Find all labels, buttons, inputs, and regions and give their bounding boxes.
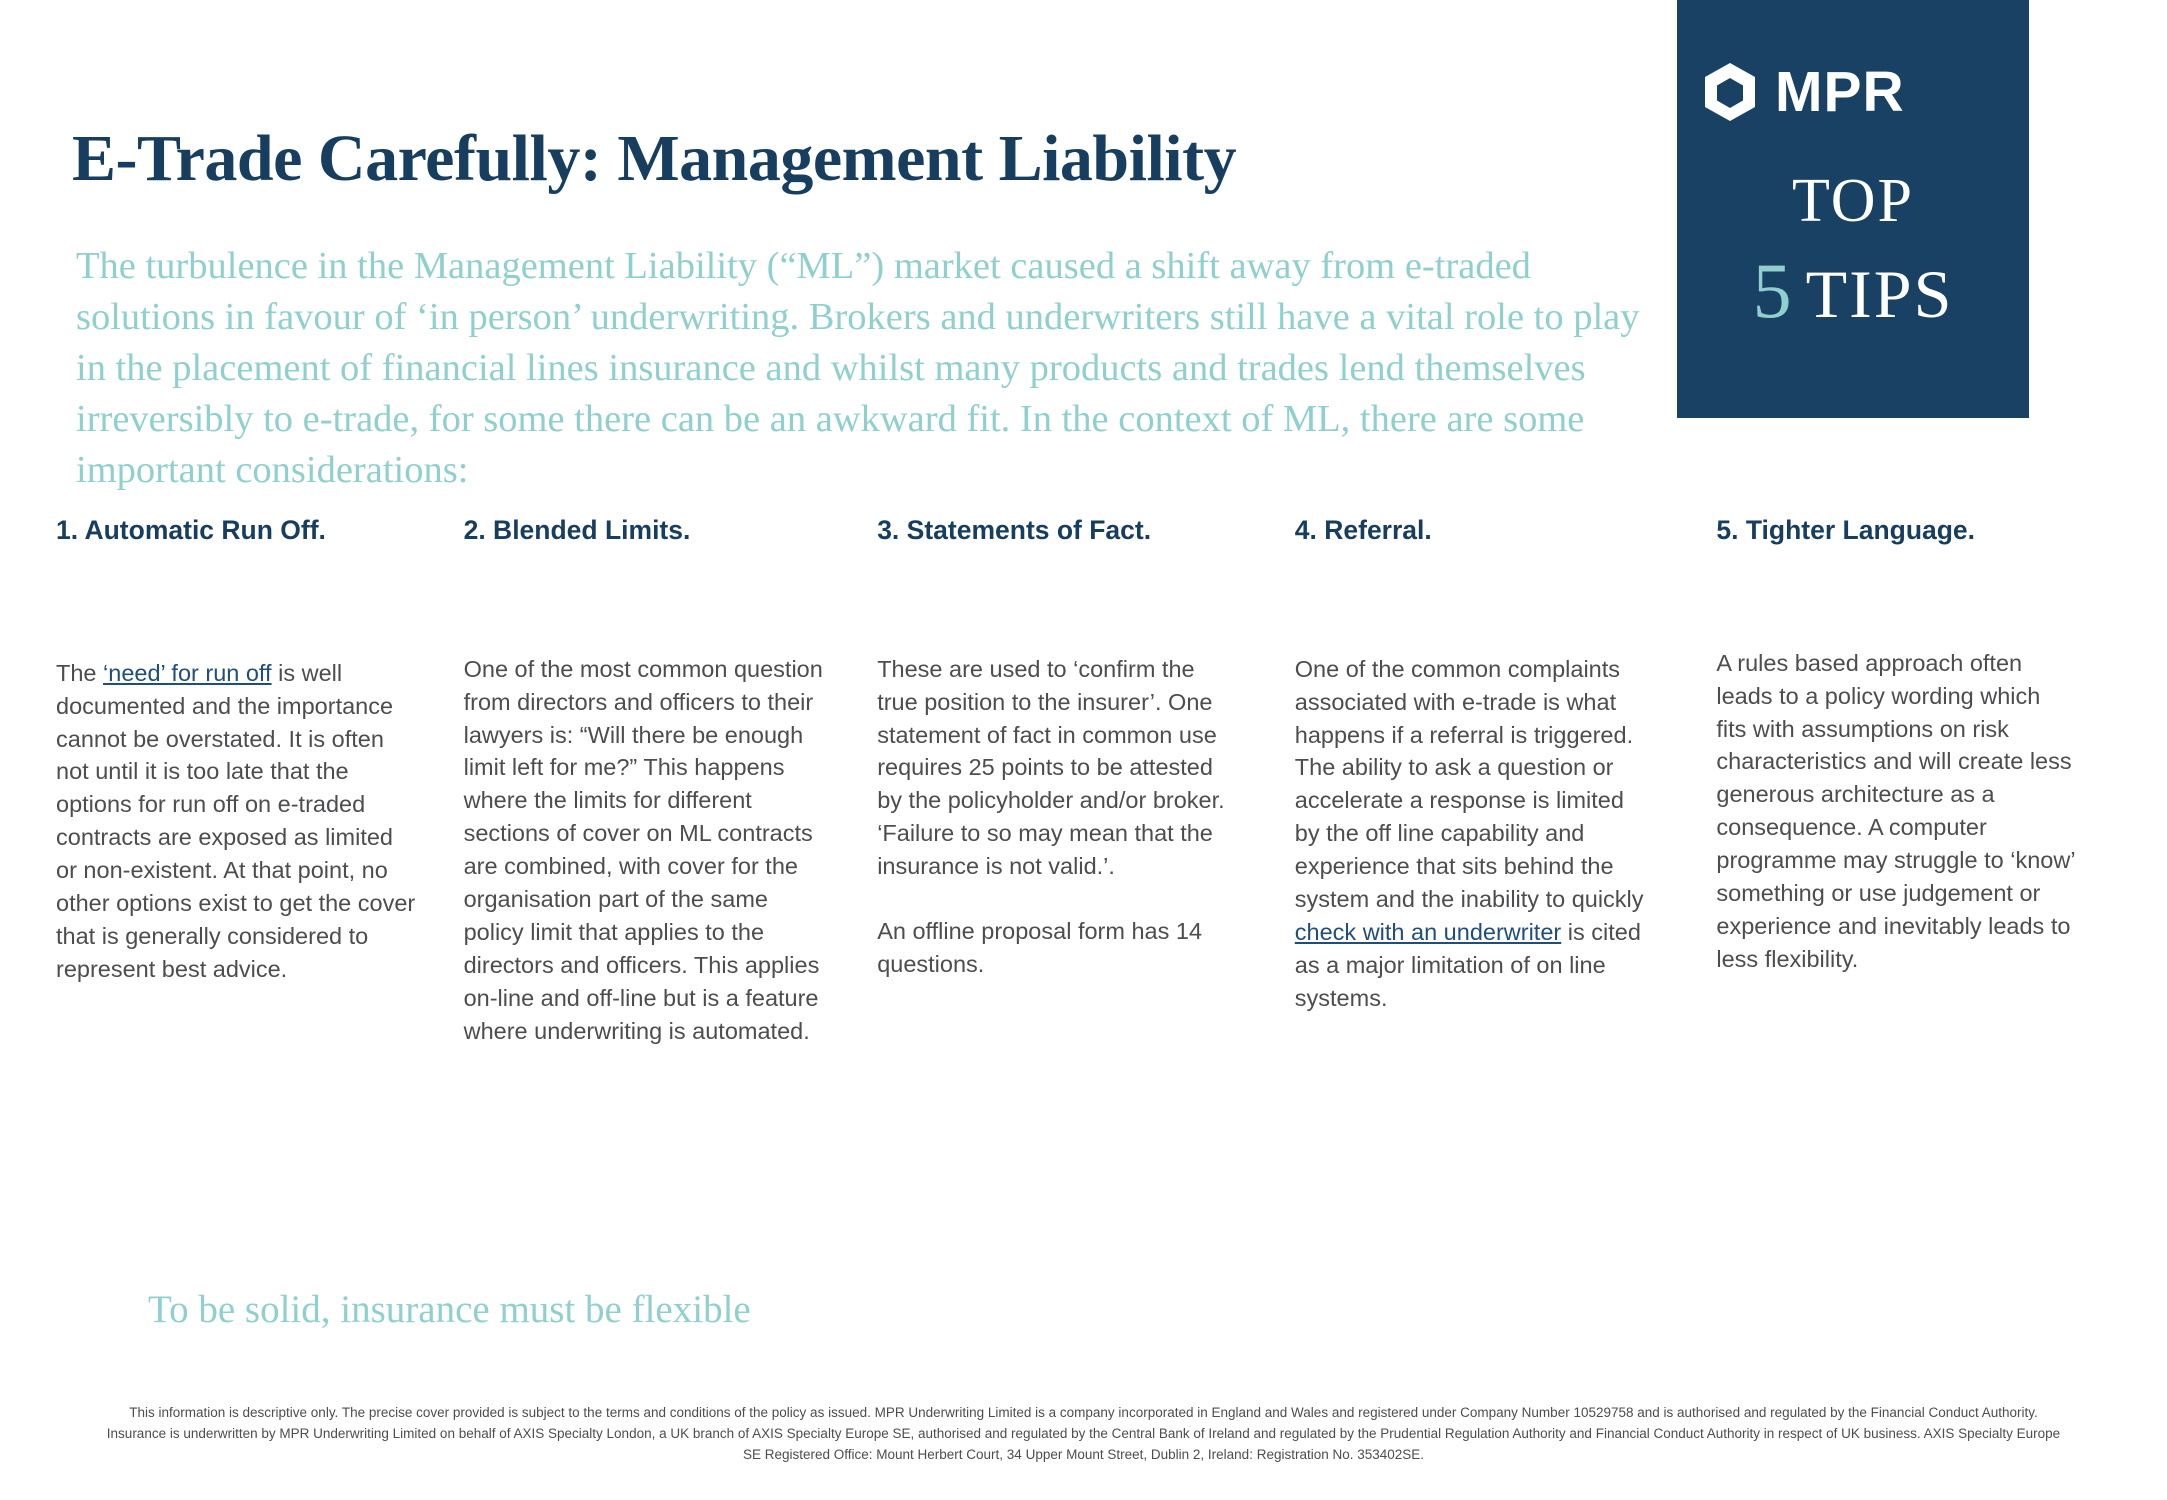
- tip-column-3: [877, 515, 1277, 1047]
- tip-heading-4: 4. Referral.: [1294, 515, 1432, 545]
- tip-body-4: [1295, 653, 1655, 1015]
- tip-heading-2: 2. Blended Limits.: [463, 515, 691, 545]
- mpr-hexagon-icon: [1703, 62, 1757, 122]
- text-segment: One of the common complaints associated with e-trade is what happens if a referral is triggered. The ability to ask a question or accelerate a response is limited by the off line capability and experience that sits behind the system and the inability to quickly: [1294, 655, 1644, 913]
- badge-top-label: TOP: [1791, 167, 1914, 235]
- tip-paragraph: One of the most common question from directors and officers to their lawyers is: “Will there be enough limit left for me?” This happens where the limits for different sections of cover on ML contracts are combined, with cover for the organisation part of the same policy limit that applies to the directors and officers. This applies on-line and off-line but is a feature where underwriting is automated.: [463, 655, 823, 1044]
- page-title: E-Trade Carefully: Management Liability: [72, 122, 1237, 196]
- need-for-run-off-link[interactable]: ‘need’ for run off: [103, 659, 272, 686]
- text-segment: is cited as a major limitation of on line systems.: [1294, 918, 1641, 1011]
- tip-paragraph: These are used to ‘confirm the true position to the insurer’. One statement of fact in common use requires 25 points to be attested by the policyholder and/or broker. ‘Failure to so may mean that the insurance is not valid.’.: [877, 655, 1225, 880]
- badge-tips-row: [1677, 247, 2029, 334]
- tip-heading-1: 1. Automatic Run Off.: [56, 515, 326, 545]
- tip-heading-5: 5. Tighter Language.: [1716, 515, 1976, 545]
- tip-column-2: [464, 515, 864, 1047]
- mpr-logo: [1703, 59, 1905, 124]
- tips-columns: [56, 515, 2116, 1047]
- badge-tips-number: 5: [1752, 247, 1792, 334]
- tip-body-3: [877, 653, 1237, 981]
- tip-heading-3: 3. Statements of Fact.: [877, 515, 1152, 545]
- tip-body-1: [56, 657, 416, 986]
- tip-column-5: [1716, 515, 2116, 1047]
- footer-tagline: To be solid, insurance must be flexible: [148, 1288, 751, 1331]
- badge-tips-label: TIPS: [1805, 256, 1954, 332]
- tip-column-4: [1295, 515, 1695, 1047]
- mpr-top-5-tips-badge: [1677, 0, 2029, 418]
- tip-body-2: [464, 653, 824, 1048]
- tip-column-1: [56, 515, 456, 1047]
- text-segment: is well documented and the importance cannot be overstated. It is often not until it is too late that the options for run off on e-traded contracts are exposed as limited or non-existent. At that point, no other options exist to get the cover that is generally considered to represent best advice.: [56, 659, 416, 982]
- tip-paragraph: A rules based approach often leads to a policy wording which fits with assumptions on risk characteristics and will create less generous architecture as a consequence. A computer programme may struggle to ‘know’ something or use judgement or experience and inevitably leads to less flexibility.: [1716, 649, 2075, 972]
- footer-disclaimer: This information is descriptive only. The precise cover provided is subject to the terms and conditions of the policy as issued. MPR Underwriting Limited is a company incorporated in England and Wales and registered under Company Number 10529758 and is authorised and regulated by the Financial Conduct Authority. Insurance is underwritten by MPR Underwriting Limited on behalf of AXIS Specialty London, a UK branch of AXIS Specialty Europe SE, authorised and regulated by the Central Bank of Ireland and regulated by the Prudential Regulation Authority and Financial Conduct Authority in respect of UK business. AXIS Specialty Europe SE Registered Office: Mount Herbert Court, 34 Upper Mount Street, Dublin 2, Ireland: Registration No. 353402SE.: [106, 1405, 2061, 1462]
- text-segment: The: [56, 659, 104, 686]
- tip-paragraph: [1295, 653, 1655, 1015]
- tip-paragraph: An offline proposal form has 14 questions.: [877, 918, 1203, 977]
- check-with-an-underwriter-link[interactable]: check with an underwriter: [1294, 918, 1562, 945]
- mpr-wordmark: MPR: [1775, 59, 1905, 124]
- tip-paragraph: [56, 657, 416, 986]
- page-subtitle: The turbulence in the Management Liability (“ML”) market caused a shift away from e-traded solutions in favour of ‘in person’ underwriting. Brokers and underwriters still have a vital role to play in the placement of financial lines insurance and whilst many products and trades lend themselves irreversibly to e-trade, for some there can be an awkward fit. In the context of ML, there are some important considerations:: [76, 244, 1640, 492]
- tip-body-5: [1716, 647, 2076, 976]
